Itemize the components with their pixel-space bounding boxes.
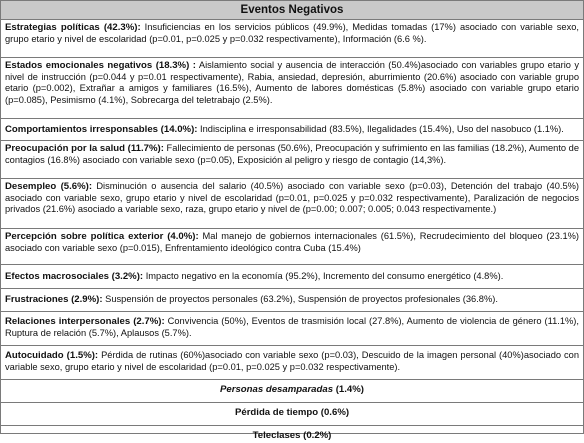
row-text: Mal manejo de gobiernos internacionales (61.5%), Recrudecimiento del bloqueo (23.1%) asociado con variable sexo (p=0.015), Enfrentamiento ideológico contra Cuba (15.4%) (5, 231, 579, 253)
row-label: Autocuidado (1.5%): (5, 350, 99, 361)
table-row-preocupacion-salud (1, 141, 583, 179)
table-row-personas-desamparadas (1, 380, 583, 403)
row-text: Disminución o ausencia del salario (40.5%) asociado con variable sexo (p=0.03), Detención del trabajo (40.5%) asociado con variable sexo, grupo etario y nivel de escolaridad (p=0.01, p=0.025 y p=0.032 respectivamente), Paralización de negocios privados (21.6%) asociado a variable sexo, raza, grupo etario y nivel de (p=0.00; 0.007; 0.005; 0.043 respectivamente.) (5, 181, 579, 215)
table-row-frustraciones (1, 289, 583, 312)
row-text: Insuficiencias en los servicios públicos (49.9%), Medidas tomadas (17%) asociado con variable sexo, grupo etario y nivel de escolaridad (p=0.01, p=0.025 y p=0.032 respectivamente), Información (6.6 %). (5, 22, 579, 44)
row-text: Aislamiento social y ausencia de interacción (50.4%)asociado con variables grupo etario y nivel de instrucción (p=0.044 y p=0.01 respectivamente), Rabia, ansiedad, depresión, aburrimiento (20.6%) asociado con variable grupo etario (p=0.002), Extrañar a amigos y familiares (16.5%), Aumento de labores domésticas (5.8%) asociado con variable grupo etario (p=0.085), Pesimismo (4.1%), Sobrecarga del teletrabajo (2.5%). (5, 60, 579, 105)
row-text: Convivencia (50%), Eventos de trasmisión local (27.8%), Aumento de violencia de género (11.1%), Ruptura de relación (5.7%), Aplausos (5.7%). (5, 316, 579, 338)
table-row-estrategias-politicas (1, 20, 583, 58)
row-label: Preocupación por la salud (11.7%): (5, 143, 164, 154)
row-label-rest: (1.4%) (333, 384, 364, 395)
row-text: Fallecimiento de personas (50.6%), Preocupación y sufrimiento en las familias (18.2%), Aumento de contagios (16.8%) asociado con variable sexo (p=0.05), Exposición al peligro y riesgo de contagio (14,3%). (5, 143, 580, 165)
row-label-italic: Personas desamparadas (220, 384, 334, 395)
row-label: Teleclases (0.2%) (252, 430, 332, 441)
table-row-perdida-tiempo (1, 403, 583, 426)
row-label: Estados emocionales negativos (18.3%) : (5, 60, 196, 71)
row-label: Efectos macrosociales (3.2%): (5, 271, 144, 282)
row-label: Frustraciones (2.9%): (5, 294, 103, 305)
row-label: Pérdida de tiempo (0.6%) (234, 407, 350, 418)
row-label: Percepción sobre política exterior (4.0%): (5, 231, 199, 242)
table-row-autocuidado (1, 346, 583, 380)
row-text: Pérdida de rutinas (60%)asociado con variable sexo (p=0.03), Descuido de la imagen personal (40%)asociado con variable sexo, grupo etario y nivel de escolaridad (p=0.01, p=0.025 y p=0.032 respectivamente). (5, 350, 579, 372)
row-text: Suspensión de proyectos personales (63.2%), Suspensión de proyectos profesionales (36.8%). (102, 294, 498, 304)
row-text: Indisciplina e irresponsabilidad (83.5%), Ilegalidades (15.4%), Uso del nasobuco (1.1%). (197, 124, 564, 134)
row-label: Comportamientos irresponsables (14.0%): (5, 124, 198, 135)
row-label: Desempleo (5.6%): (5, 181, 93, 192)
table-row-estados-emocionales (1, 58, 583, 119)
table-header: Eventos Negativos (1, 1, 583, 20)
table-row-relaciones-interpersonales (1, 312, 583, 346)
table-row-comportamientos (1, 119, 583, 141)
table-row-desempleo (1, 179, 583, 229)
table-row-teleclases (1, 426, 583, 443)
table-row-efectos-macrosociales (1, 265, 583, 289)
row-label: Relaciones interpersonales (2.7%): (5, 316, 165, 327)
table-row-politica-exterior (1, 229, 583, 265)
row-text: Impacto negativo en la economía (95.2%), Incremento del consumo energético (4.8%). (143, 271, 504, 281)
row-label: Estrategias políticas (42.3%): (5, 22, 141, 33)
